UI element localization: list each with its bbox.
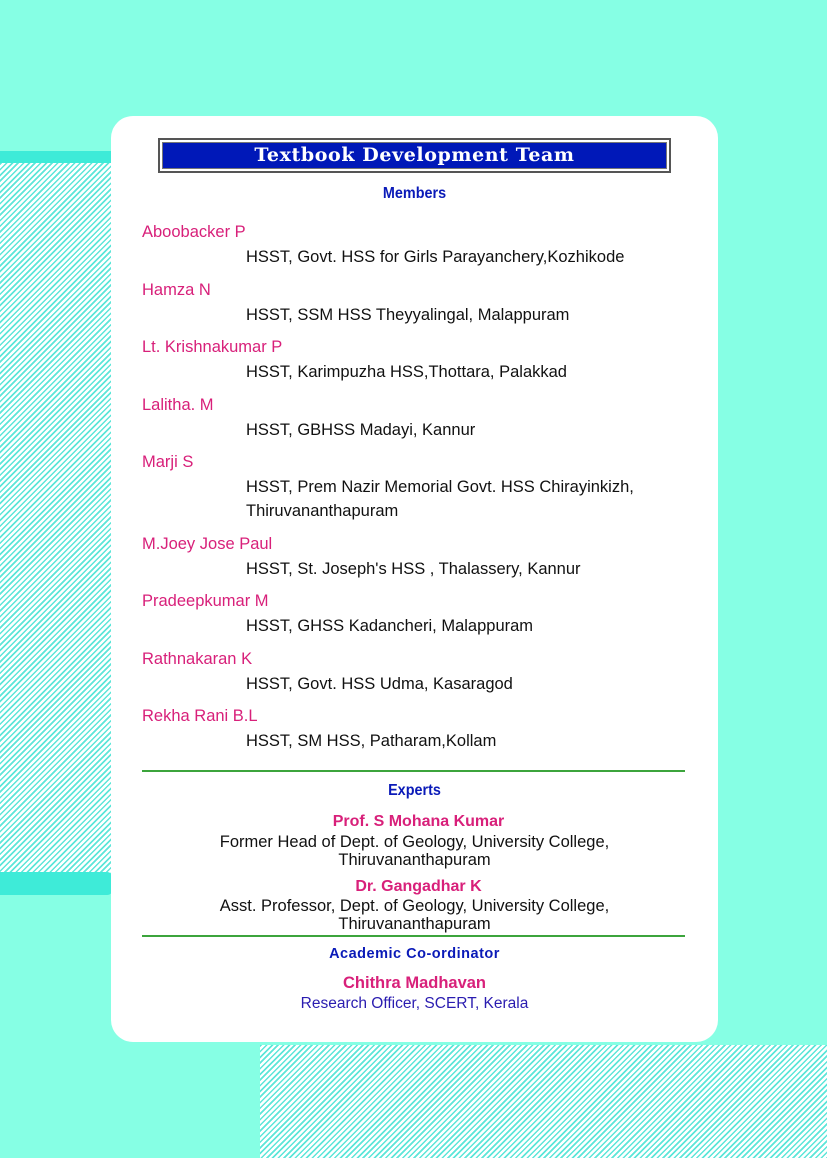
- member-affiliation: HSST, Govt. HSS for Girls Parayanchery,Kozhikode: [246, 248, 625, 266]
- coordinator-affiliation: Research Officer, SCERT, Kerala: [300, 995, 529, 1012]
- coordinator-heading: Academic Co-ordinator: [329, 946, 500, 962]
- member-affiliation: HSST, Prem Nazir Memorial Govt. HSS Chirayinkizh,: [246, 478, 634, 496]
- member-affiliation: HSST, Govt. HSS Udma, Kasaragod: [246, 675, 513, 693]
- member-name: Pradeepkumar M: [142, 592, 269, 610]
- member-affiliation: HSST, GHSS Kadancheri, Malappuram: [246, 617, 534, 635]
- divider: [142, 770, 685, 772]
- member-name: Rekha Rani B.L: [142, 707, 258, 725]
- decorative-stripe-bottom: [0, 872, 113, 895]
- member-name: Marji S: [142, 453, 194, 471]
- member-affiliation: HSST, St. Joseph's HSS , Thalassery, Kannur: [246, 560, 581, 578]
- member-name: Lalitha. M: [142, 396, 214, 414]
- expert-affiliation-line2: Thiruvananthapuram: [338, 851, 491, 869]
- coordinator-name: Chithra Madhavan: [342, 974, 487, 992]
- expert-affiliation: Former Head of Dept. of Geology, University College,: [219, 833, 610, 851]
- title-banner: [158, 138, 671, 173]
- member-name: Hamza N: [142, 281, 211, 299]
- member-affiliation: HSST, SM HSS, Patharam,Kollam: [246, 732, 497, 750]
- expert-name: Prof. S Mohana Kumar: [332, 813, 505, 830]
- page-title: Textbook Development Team: [162, 142, 667, 169]
- members-heading: Members: [382, 185, 447, 202]
- member-affiliation: HSST, GBHSS Madayi, Kannur: [246, 421, 476, 439]
- member-name: M.Joey Jose Paul: [142, 535, 273, 553]
- member-affiliation: HSST, SSM HSS Theyyalingal, Malappuram: [246, 306, 570, 324]
- member-affiliation: HSST, Karimpuzha HSS,Thottara, Palakkad: [246, 363, 567, 381]
- decorative-stripe-top: [0, 151, 114, 163]
- expert-affiliation: Asst. Professor, Dept. of Geology, University College,: [219, 897, 610, 915]
- divider: [142, 935, 685, 937]
- expert-name: Dr. Gangadhar K: [355, 878, 482, 895]
- member-name: Aboobacker P: [142, 223, 246, 241]
- expert-affiliation-line2: Thiruvananthapuram: [338, 915, 491, 933]
- member-affiliation-line2: Thiruvananthapuram: [246, 502, 399, 520]
- member-name: Rathnakaran K: [142, 650, 253, 668]
- decorative-hatch-left: [0, 163, 111, 873]
- experts-heading: Experts: [388, 782, 441, 799]
- decorative-hatch-bottom: [260, 1045, 827, 1158]
- team-card: [111, 116, 718, 1042]
- member-name: Lt. Krishnakumar P: [142, 338, 283, 356]
